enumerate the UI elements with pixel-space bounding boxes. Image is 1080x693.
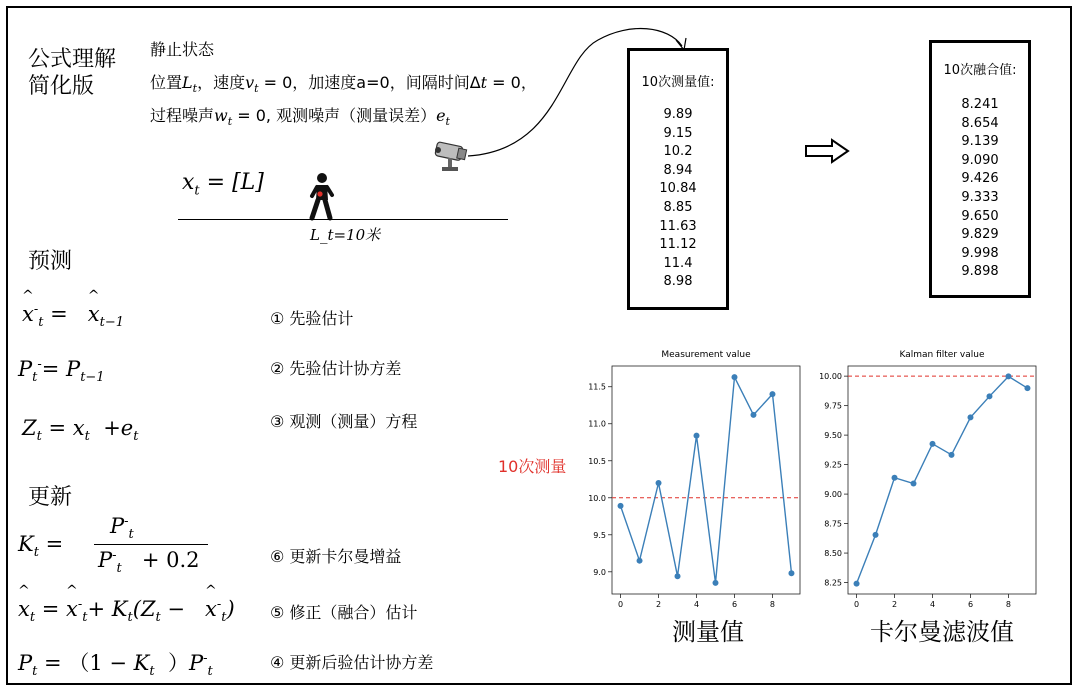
data-point	[769, 391, 775, 397]
data-point	[731, 374, 737, 380]
update-equation-4: $P_t = (1 - K_t$ ）$P^-_t$	[18, 651, 213, 680]
fraction-bar	[94, 544, 208, 545]
walking-person-icon	[306, 172, 338, 220]
fused-value: 8.241	[961, 97, 999, 112]
data-point	[892, 475, 898, 481]
measurement-caption: 测量值	[672, 618, 744, 646]
predict-label-2: ② 先验估计协方差	[270, 359, 402, 378]
y-tick-label: 8.50	[824, 549, 842, 559]
description-line-3: 过程噪声$w_t = 0$, 观测噪声（测量误差）$e_t$	[150, 106, 450, 129]
y-tick-label: 9.75	[824, 401, 842, 411]
chart-title: Kalman filter value	[899, 350, 985, 360]
y-tick-label: 11.5	[588, 382, 606, 392]
description-line-2: 位置$L_t$，速度$v_t = 0$，加速度a=0，间隔时间Δt = 0，	[150, 73, 537, 96]
fused-value: 9.998	[961, 245, 999, 261]
x-tick-label: 2	[891, 600, 898, 609]
data-point	[948, 452, 954, 458]
update-label-5: ⑤ 修正（融合）估计	[270, 603, 418, 622]
description-line-1: 静止状态	[150, 40, 215, 59]
x-tick-label: 4	[929, 600, 936, 609]
fused-value: 9.333	[961, 189, 999, 205]
y-tick-label: 9.00	[824, 490, 842, 500]
data-point	[1005, 373, 1011, 379]
predict-label-1: ① 先验估计	[270, 309, 354, 328]
y-tick-label: 10.5	[588, 456, 606, 466]
data-point	[637, 558, 643, 564]
data-point	[750, 412, 756, 418]
data-point	[854, 581, 860, 587]
y-tick-label: 8.75	[824, 519, 842, 529]
measurement-value: 8.98	[663, 274, 693, 290]
data-point	[873, 532, 879, 538]
predict-heading: 预测	[28, 249, 73, 274]
title-line-2: 简化版	[28, 74, 95, 99]
measurement-value: 11.63	[659, 218, 697, 234]
update-equation-6: $K_t$ =	[18, 532, 64, 561]
right-arrow-icon	[804, 138, 850, 164]
measurement-chart	[570, 344, 810, 609]
measurement-box-header: 10次测量值:	[641, 75, 715, 90]
security-camera-icon	[428, 140, 472, 176]
measurement-value: 8.85	[663, 199, 693, 215]
fused-value: 9.426	[961, 171, 999, 187]
measurement-value: 9.15	[663, 125, 693, 141]
side-label: 10次测量	[498, 457, 567, 476]
y-tick-label: 9.50	[824, 431, 842, 441]
state-equation: $x_t = [L]$	[182, 170, 264, 199]
update-label-6: ⑥ 更新卡尔曼增益	[270, 547, 402, 566]
measurement-box	[627, 48, 729, 310]
data-point	[930, 441, 936, 447]
measurement-value: 10.2	[663, 144, 693, 160]
x-tick-label: 6	[731, 600, 738, 609]
predict-label-3: ③ 观测（测量）方程	[270, 412, 418, 431]
y-tick-label: 10.00	[819, 372, 842, 382]
predict-equation-3: $Z_t = x_t +e_t$	[22, 416, 139, 445]
measurement-value: 10.84	[659, 181, 697, 197]
measurement-value: 8.94	[663, 162, 693, 178]
fused-value: 8.654	[961, 115, 999, 131]
data-point	[986, 393, 992, 399]
update-equation-5: x ^ $_t$ = x ^ $^-_t+ K_t(Z_t - x$ ^ -$_t$)	[18, 583, 235, 626]
fused-value: 9.650	[961, 208, 999, 224]
data-point	[911, 480, 917, 486]
x-tick-label: 4	[693, 600, 700, 609]
ground-line	[178, 219, 508, 220]
data-point	[967, 414, 973, 420]
y-tick-label: 9.0	[593, 567, 606, 577]
data-point	[618, 503, 624, 509]
data-point	[675, 573, 681, 579]
data-point	[656, 480, 662, 486]
data-point	[694, 433, 700, 439]
x-tick-label: 2	[655, 600, 662, 609]
update-equation-6-denominator: $P^-_t$ + 0.2	[98, 548, 200, 577]
fused-value: 9.090	[961, 152, 999, 168]
x-tick-label: 0	[617, 600, 624, 609]
x-tick-label: 8	[769, 600, 776, 609]
title-line-1: 公式理解	[28, 47, 117, 72]
update-label-4: ④ 更新后验估计协方差	[270, 653, 434, 672]
measurement-value: 11.4	[663, 255, 693, 271]
ground-label: L_t=10米	[310, 226, 381, 244]
predict-equation-2: $P_t^-= P_{t-1}$	[18, 357, 105, 386]
data-point	[712, 580, 718, 586]
x-tick-label: 0	[853, 600, 860, 609]
x-tick-label: 8	[1005, 600, 1012, 609]
kalman-caption: 卡尔曼滤波值	[870, 618, 1014, 646]
fused-box	[929, 40, 1031, 298]
fused-value: 9.139	[961, 134, 999, 150]
y-tick-label: 9.25	[824, 460, 842, 470]
update-equation-6-numerator: $P^-_t$	[110, 514, 134, 543]
x-tick-label: 6	[967, 600, 974, 609]
predict-equation-1: x ^ -$_t$ = x ^ $_{t-1}$	[22, 288, 125, 331]
fused-values	[932, 96, 1028, 282]
kalman-chart	[806, 344, 1046, 609]
y-tick-label: 11.0	[588, 419, 606, 429]
measurement-values	[630, 106, 726, 292]
y-tick-label: 8.25	[824, 578, 842, 588]
fused-value: 9.829	[961, 227, 999, 243]
plot-frame	[848, 366, 1036, 594]
measurement-value: 9.89	[663, 107, 693, 122]
y-tick-label: 10.0	[588, 493, 606, 503]
fused-value: 9.898	[961, 264, 999, 280]
update-heading: 更新	[28, 485, 73, 510]
chart-title: Measurement value	[661, 350, 751, 360]
fused-box-header: 10次融合值:	[943, 63, 1017, 78]
measurement-value: 11.12	[659, 237, 697, 253]
y-tick-label: 9.5	[593, 530, 606, 540]
data-point	[1024, 385, 1030, 391]
data-point	[788, 570, 794, 576]
